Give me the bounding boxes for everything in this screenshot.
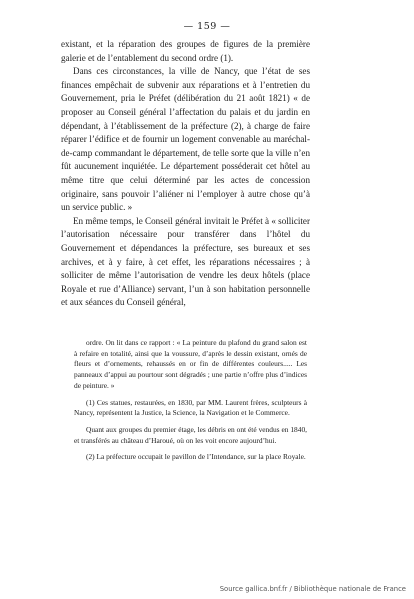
footnote: (1) Ces statues, restaurées, en 1830, par MM. Laurent frères, sculpteurs à Nancy, représentent la Justice, la Science, la Navigation et le Commerce. xyxy=(74,397,307,418)
paragraph: Dans ces circonstances, la ville de Nancy, que l’état de ses finances empêchait de subvenir aux réparations et à l’entretien du Gouvernement, pria le Préfet (délibération du 21 août 1821) « de proposer au Conseil général l’affectation du palais et du jardin en dépendant, à l’établissement de la préfecture (2), à charge de faire réparer l’édifice et de fournir un logement convenable au maréchal-de-camp commandant le département, de telle sorte que la ville n’en fût aucunement inquiétée. Le département posséderait cet hôtel au même titre que celui déterminé par les actes de concession originaire, sans pouvoir l’aliéner ni l’employer à autre chose qu’à un service public. » xyxy=(61,66,310,213)
footnote: (2) La préfecture occupait le pavillon de l’Intendance, sur la place Royale. xyxy=(86,452,306,462)
paragraph: En même temps, le Conseil général invitait le Préfet à « solliciter l’autorisation nécessaire pour transférer dans l’hôtel du Gouvernement et dépendances la préfecture, ses bureaux et ses archives, et à y faire, à cet effet, les réparations nécessaires ; à solliciter de même l’autorisation de vendre les deux hôtels (place Royale et rue d’Alliance) servant, l’un à son habitation personnelle et aux séances du Conseil général, xyxy=(61,215,310,308)
paragraph: existant, et la réparation des groupes de figures de la première galerie et de l’entablement du second ordre (1). xyxy=(61,39,310,63)
main-text xyxy=(61,38,310,310)
source-credit: Source gallica.bnf.fr / Bibliothèque nationale de France xyxy=(219,585,406,593)
footnote: Quant aux groupes du premier étage, les débris en ont été vendus en 1840, et transférés au château d’Haroué, où on les voit encore aujourd’hui. xyxy=(74,424,307,445)
footnote: ordre. On lit dans ce rapport : « La peinture du plafond du grand salon est à refaire en totalité, ainsi que la voussure, d’après le dessin existant, ornés de fleurs et d’ornements, rehaussés en or fin de différentes couleurs..... Les panneaux d’appui au pourtour sont dégradés ; une partie n’offre plus d’indices de peinture. » xyxy=(74,338,307,390)
page-number: — 159 — xyxy=(183,21,231,32)
footnotes xyxy=(74,338,307,469)
